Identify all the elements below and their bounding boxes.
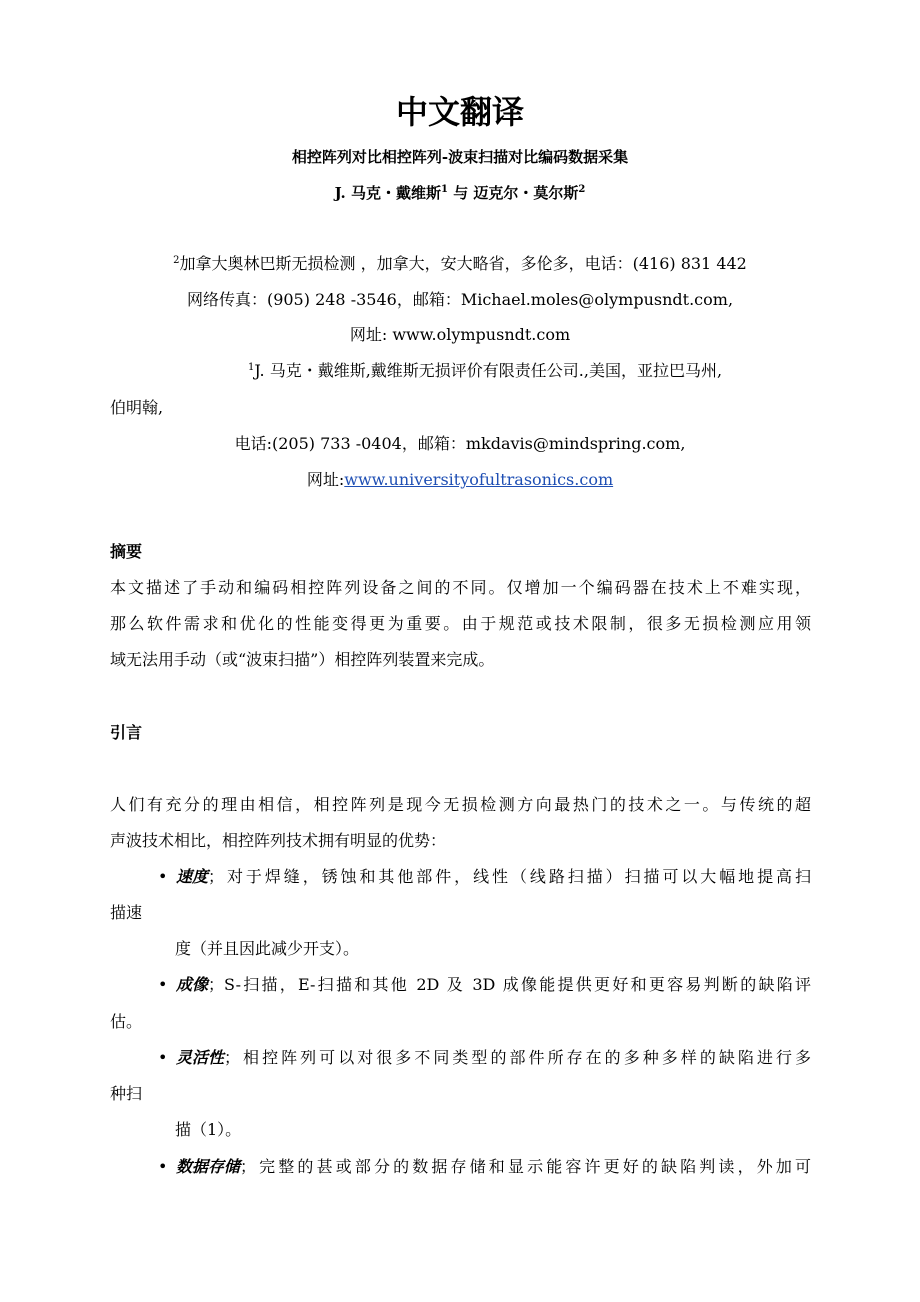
author-line xyxy=(0,183,920,203)
intro-heading: 引言 xyxy=(110,723,143,742)
author-2-marker: 2 xyxy=(578,184,586,195)
bullet-imaging: • 成像 ；S-扫描，E-扫描和其他 2D 及 3D 成像能提供更好和更容易判断的缺陷评 xyxy=(158,975,811,994)
affiliation-1-web: 网址:www.universityofultrasonics.com xyxy=(306,470,614,489)
bullet-mark: • xyxy=(158,975,168,994)
intro-line: 人们有充分的理由相信，相控阵列是现今无损检测方向最热门的技术之一。与传统的超 xyxy=(110,795,811,814)
university-link[interactable]: www.universityofultrasonics.com xyxy=(344,470,614,489)
bullet-data-storage: • 数据存储 ；完整的甚或部分的数据存储和显示能容许更好的缺陷判读，外加可 xyxy=(158,1157,811,1176)
bullet-continuation: 估。 xyxy=(110,1012,143,1031)
bullet-continuation: 描（1）。 xyxy=(175,1120,242,1139)
affiliation-1-line2: 伯明翰, xyxy=(110,398,164,417)
bullet-continuation: 描速 xyxy=(110,903,143,922)
document-subtitle: 相控阵列对比相控阵列-波束扫描对比编码数据采集 xyxy=(291,148,629,166)
bullet-continuation: 种扫 xyxy=(110,1084,143,1103)
intro-line: 声波技术相比，相控阵列技术拥有明显的优势： xyxy=(110,831,447,850)
bullet-mark: • xyxy=(158,1157,168,1176)
affiliation-1-marker: 1 xyxy=(248,362,255,373)
abstract-line: 域无法用手动（或“波束扫描”）相控阵列装置来完成。 xyxy=(110,650,495,669)
bullet-term: 灵活性 xyxy=(176,1048,225,1067)
author-1-marker: 1 xyxy=(440,184,448,195)
author-join: 与 迈克尔・莫尔斯 xyxy=(453,184,579,202)
bullet-term: 成像 xyxy=(176,975,209,994)
abstract-line: 本文描述了手动和编码相控阵列设备之间的不同。仅增加一个编码器在技术上不难实现， xyxy=(110,578,811,597)
document-title: 中文翻译 xyxy=(395,93,524,131)
affiliation-1-line1: $^1$J. 马克・戴维斯,戴维斯无损评价有限责任公司.,美国，亚拉巴马州, xyxy=(248,361,723,380)
bullet-term: 速度 xyxy=(176,867,209,886)
bullet-term: 数据存储 xyxy=(176,1157,241,1176)
abstract-line: 那么软件需求和优化的性能变得更为重要。由于规范或技术限制，很多无损检测应用领 xyxy=(110,614,811,633)
bullet-flexibility: • 灵活性 ；相控阵列可以对很多不同类型的部件所存在的多种多样的缺陷进行多 xyxy=(158,1048,811,1067)
affiliation-2-marker: 2 xyxy=(173,255,180,266)
affiliation-2-line1: $^2$加拿大奥林巴斯无损检测 ，加拿大，安大略省，多伦多，电话：(416) 831 442 xyxy=(173,254,747,273)
affiliation-2-line2: 网络传真：(905) 248 -3546，邮箱：Michael.moles@olympusndt.com, xyxy=(186,290,734,309)
affiliation-2-line3: 网址: www.olympusndt.com xyxy=(349,325,571,344)
affiliation-1-line3: 电话:(205) 733 -0404，邮箱：mkdavis@mindspring.com, xyxy=(234,434,686,453)
bullet-continuation: 度（并且因此减少开支）。 xyxy=(175,939,360,958)
bullet-mark: • xyxy=(158,1048,168,1067)
bullet-speed: • 速度 ；对于焊缝，锈蚀和其他部件，线性（线路扫描）扫描可以大幅地提高扫 xyxy=(158,867,811,886)
author-1: J. 马克・戴维斯 xyxy=(334,184,441,202)
bullet-mark: • xyxy=(158,867,168,886)
abstract-heading: 摘要 xyxy=(110,542,143,561)
